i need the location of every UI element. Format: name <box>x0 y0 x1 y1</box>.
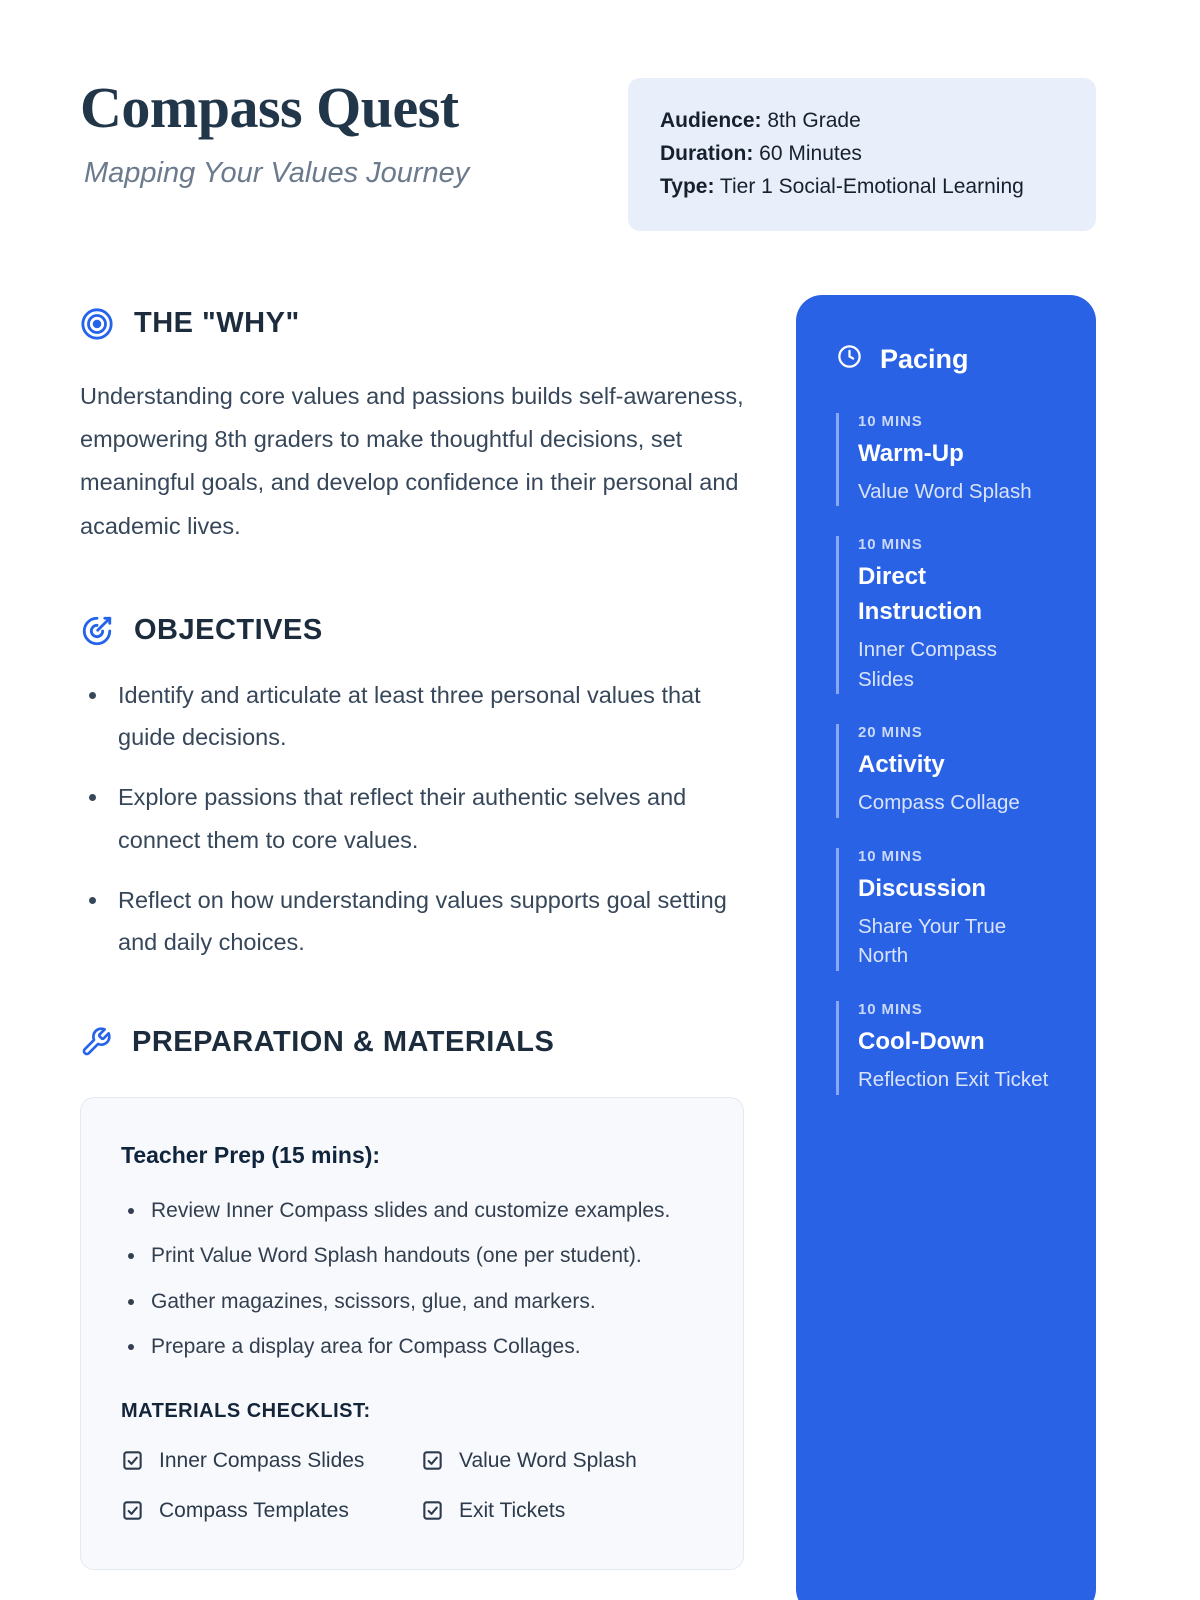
prep-item: • Review Inner Compass slides and customize examples. <box>147 1195 703 1228</box>
objective-item: • Identify and articulate at least three personal values that guide decisions. <box>110 674 744 759</box>
pacing-heading-label: Pacing <box>880 344 969 375</box>
clock-icon <box>836 343 863 377</box>
checklist-item-label: Exit Tickets <box>459 1498 566 1522</box>
meta-audience <box>660 105 1064 138</box>
pacing-title: Direct Instruction <box>858 563 982 626</box>
prep-item: • Gather magazines, scissors, glue, and markers. <box>147 1286 703 1319</box>
objective-item: • Reflect on how understanding values supports goal setting and daily choices. <box>110 879 744 964</box>
teacher-prep-list <box>121 1195 703 1364</box>
meta-duration <box>660 138 1064 171</box>
pacing-item-discussion <box>836 848 1056 971</box>
objectives-heading <box>80 614 744 648</box>
lesson-meta-box <box>628 78 1096 231</box>
pacing-duration: 10 MINS <box>858 847 923 865</box>
checkbox-checked-icon <box>421 1449 444 1472</box>
objectives-heading-label: OBJECTIVES <box>134 614 323 647</box>
goal-icon <box>80 614 114 648</box>
meta-duration-label: Duration: <box>660 141 754 165</box>
header <box>80 75 1096 231</box>
target-icon <box>80 307 114 341</box>
preparation-card <box>80 1097 744 1570</box>
checklist-item-label: Compass Templates <box>159 1498 349 1522</box>
pacing-sidebar <box>796 295 1096 1600</box>
pacing-title: Warm-Up <box>858 439 964 467</box>
meta-audience-label: Audience: <box>660 109 762 132</box>
pacing-detail: Inner Compass Slides <box>858 638 998 691</box>
pacing-item-direct-instruction <box>836 536 1056 694</box>
pacing-detail: Share Your True North <box>858 914 1007 968</box>
pacing-title: Cool-Down <box>858 1028 985 1056</box>
meta-type-value: Tier 1 Social-Emotional Learning <box>719 174 1024 198</box>
pacing-item-cool-down <box>836 1001 1056 1095</box>
why-heading <box>80 307 744 341</box>
objectives-list <box>80 674 744 964</box>
content-columns <box>80 295 1096 1600</box>
main-column <box>80 295 744 1570</box>
prep-item: • Prepare a display area for Compass Collages. <box>147 1331 703 1364</box>
checklist-item-label: Value Word Splash <box>459 1448 637 1472</box>
why-heading-label: THE "WHY" <box>134 307 300 340</box>
pacing-detail: Reflection Exit Ticket <box>858 1068 1049 1091</box>
why-body-text: Understanding core values and passions builds self-awareness, empowering 8th graders to make thoughtful decisions, set meaningful goals, and develop confidence in their personal and academic lives. <box>80 382 744 539</box>
prep-item: • Print Value Word Splash handouts (one per student). <box>147 1240 703 1273</box>
checkbox-checked-icon <box>121 1499 144 1522</box>
pacing-duration: 20 MINS <box>858 724 923 742</box>
checklist-item <box>121 1499 421 1523</box>
preparation-heading <box>80 1026 744 1059</box>
pacing-item-warm-up <box>836 413 1056 507</box>
teacher-prep-heading: Teacher Prep (15 mins): <box>121 1141 381 1168</box>
section-why <box>80 307 744 548</box>
meta-type-label: Type: <box>660 174 715 198</box>
pacing-detail: Value Word Splash <box>858 479 1032 503</box>
page-subtitle: Mapping Your Values Journey <box>84 156 470 189</box>
wrench-icon <box>80 1026 112 1058</box>
pacing-title: Activity <box>858 751 945 779</box>
objective-item: • Explore passions that reflect their authentic selves and connect them to core values. <box>110 776 744 861</box>
checklist-item-label: Inner Compass Slides <box>159 1448 365 1472</box>
meta-type <box>660 171 1064 204</box>
checklist-item <box>421 1499 703 1523</box>
meta-audience-value: 8th Grade <box>767 109 861 132</box>
checkbox-checked-icon <box>121 1449 144 1472</box>
pacing-detail: Compass Collage <box>858 791 1020 815</box>
preparation-heading-label: PREPARATION & MATERIALS <box>132 1025 555 1058</box>
title-block <box>80 75 470 190</box>
materials-checklist <box>121 1449 703 1523</box>
checklist-item <box>121 1449 421 1473</box>
section-objectives <box>80 614 744 964</box>
pacing-duration: 10 MINS <box>858 1001 923 1019</box>
meta-duration-value: 60 Minutes <box>759 141 862 165</box>
pacing-duration: 10 MINS <box>858 412 923 430</box>
page-title: Compass Quest <box>80 75 459 140</box>
checklist-item <box>421 1449 703 1473</box>
pacing-title: Discussion <box>858 874 987 902</box>
checkbox-checked-icon <box>421 1499 444 1522</box>
section-preparation <box>80 1026 744 1570</box>
materials-checklist-heading: MATERIALS CHECKLIST: <box>121 1399 371 1422</box>
pacing-duration: 10 MINS <box>858 536 923 554</box>
pacing-heading <box>836 343 1056 377</box>
pacing-item-activity <box>836 724 1056 818</box>
